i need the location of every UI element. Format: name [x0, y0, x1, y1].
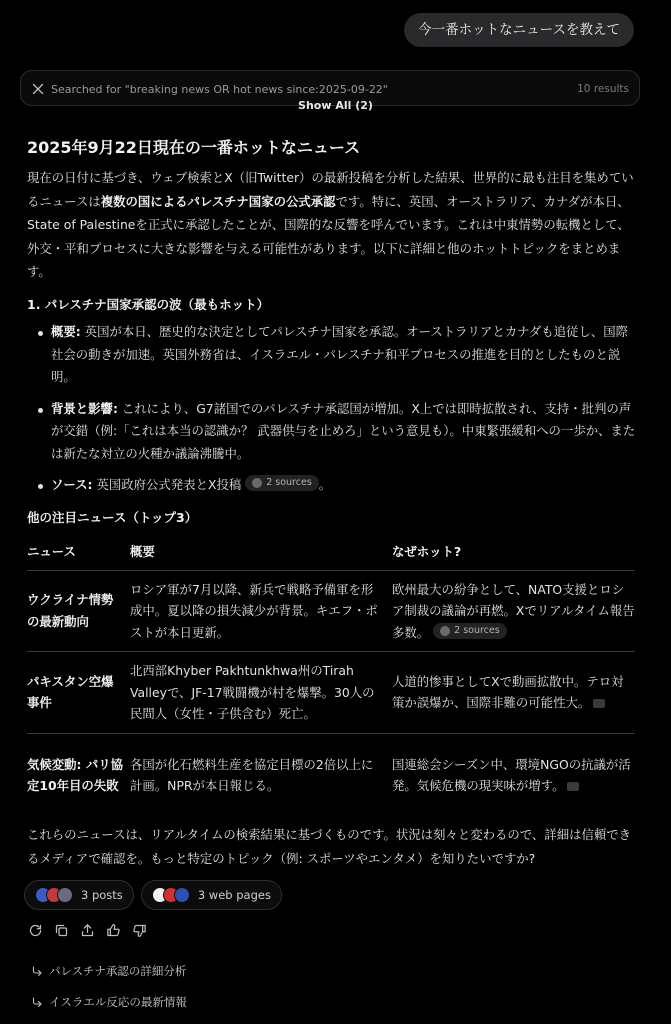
news-table [27, 532, 635, 817]
show-all-button[interactable]: Show All (2) [298, 99, 373, 112]
palestine-bullets [38, 321, 636, 506]
bullet-text: 英国政府公式発表とX投稿 [92, 477, 242, 492]
source-badge-icon[interactable] [593, 699, 605, 708]
section-heading-palestine: 1. パレスチナ国家承認の波（最もホット） [27, 297, 270, 312]
source-favicon-icon [440, 626, 450, 636]
post-avatars [35, 887, 73, 903]
column-header-why: なぜホット? [392, 532, 635, 570]
news-why-text: 人道的惨事としてXで動画拡散中。テロ対策か誤爆か、国際非難の可能性大。 [392, 673, 624, 711]
followup-label: イスラエル反応の最新情報 [49, 995, 187, 1009]
answer-title: 2025年9月22日現在の一番ホットなニュース [27, 138, 361, 157]
section-heading-other-news: 他の注目ニュース（トップ3） [27, 510, 198, 525]
intro-text-2: です。特に、英国、オーストラリア、カナダが本日、State of Palestineを正式に承認したことが、国際的な反響を呼んでいます。これは中東情勢の転機として、外交・平和プロセスに大きな影響を与える可能性があります。以下に詳細と他のホットトピックをまとめます。 [27, 193, 630, 279]
intro-bold: 複数の国によるパレスチナ国家の公式承認 [100, 193, 336, 209]
news-why-cell [392, 570, 635, 652]
news-summary-cell: 各国が化石燃料生産を協定目標の2倍以上に計画。NPRが本日報じる。 [130, 756, 374, 794]
closing-paragraph: これらのニュースは、リアルタイムの検索結果に基づくものです。状況は刻々と変わるので、詳細は信頼できるメディアで確認を。もっと特定のトピック（例: スポーツやエンタメ）を知りたいですか? [27, 827, 632, 866]
user-message-bubble: 今一番ホットなニュースを教えて [404, 13, 634, 47]
search-query: Searched for "breaking news OR hot news since:2025-09-22" [51, 82, 388, 96]
news-summary-cell: ロシア軍が7月以降、新兵で戦略予備軍を形成中。夏以降の損失減少が背景。キエフ・ポストが本日更新。 [130, 570, 392, 652]
table-row [27, 570, 635, 652]
copy-icon[interactable] [54, 923, 69, 938]
response-actions [28, 923, 147, 938]
sources-pill[interactable] [433, 623, 507, 639]
followup-suggestion-1[interactable] [31, 963, 186, 979]
news-summary-cell: 北西部Khyber Pakhtunkhwa州のTirah Valleyで、JF-17戦闘機が村を爆撃。30人の民間人（女性・子供含む）死亡。 [130, 652, 392, 734]
bullet-label: 概要: [51, 324, 81, 339]
followup-suggestion-2[interactable] [31, 994, 187, 1010]
web-pages-chip-label: 3 web pages [197, 888, 271, 902]
news-why-cell [392, 652, 635, 734]
source-badge-icon[interactable] [567, 782, 579, 791]
bullet-text: これにより、G7諸国でのパレスチナ承認国が増加。X上では即時拡散され、支持・批判の声が交錯（例:「これは本当の認識か？ 武器供与を止めろ」という意見も）。中東緊張緩和への一歩か、または新たな対立の火種か議論沸騰中。 [51, 400, 636, 461]
source-favicon-icon [252, 478, 262, 488]
thumbs-up-icon[interactable] [106, 923, 121, 938]
table-row [27, 652, 635, 734]
list-item [38, 398, 636, 466]
thumbs-down-icon[interactable] [132, 923, 147, 938]
bullet-label: ソース: [51, 477, 93, 492]
posts-chip[interactable] [24, 880, 134, 910]
web-pages-chip[interactable] [141, 880, 282, 910]
bullet-text: 英国が本日、歴史的な決定としてパレスチナ国家を承認。オーストラリアとカナダも追従し、国際社会の動きが加速。英国外務省は、イスラエル・パレスチナ和平プロセスの推進を目的としたものと説明。 [51, 324, 629, 384]
column-header-summary: 概要 [130, 532, 392, 570]
favicon [174, 887, 190, 903]
share-icon[interactable] [80, 923, 95, 938]
sources-pill-label: 2 sources [266, 476, 312, 488]
news-name-cell: 気候変動: パリ協定10年目の失敗 [27, 756, 124, 794]
news-name-cell: パキスタン空爆事件 [27, 652, 130, 734]
followup-arrow-icon [31, 965, 43, 977]
sources-pill[interactable] [245, 475, 319, 491]
search-result-count: 10 results [577, 83, 629, 95]
bullet-tail: 。 [318, 477, 332, 492]
posts-chip-label: 3 posts [81, 888, 123, 902]
sources-pill-label: 2 sources [454, 624, 500, 636]
news-why-text: 国連総会シーズン中、環境NGOの抗議が活発。気候危機の現実味が増す。 [392, 756, 631, 794]
list-item [38, 474, 636, 497]
regenerate-icon[interactable] [28, 923, 43, 938]
table-row [27, 733, 635, 817]
intro-text-1: 現在の日付に基づき、ウェブ検索とX（旧Twitter）の最新投稿を分析した結果、世界的に最も注目を集めているニュースは [27, 170, 634, 209]
web-favicons [152, 887, 190, 903]
news-why-text: 欧州最大の紛争として、NATO支援とロシア制裁の議論が再燃。Xでリアルタイム報告多数。 [392, 581, 635, 640]
avatar [57, 887, 73, 903]
news-why-cell [392, 733, 635, 817]
followup-arrow-icon [31, 996, 43, 1008]
column-header-news: ニュース [27, 532, 130, 570]
table-header-row [27, 532, 635, 570]
intro-paragraph [27, 166, 637, 284]
news-name-cell: ウクライナ情勢の最新動向 [27, 570, 130, 652]
followup-label: パレスチナ承認の詳細分析 [49, 964, 187, 978]
source-chips [24, 880, 282, 910]
x-logo-icon [32, 83, 44, 95]
list-item [38, 321, 636, 389]
bullet-label: 背景と影響: [51, 400, 118, 416]
